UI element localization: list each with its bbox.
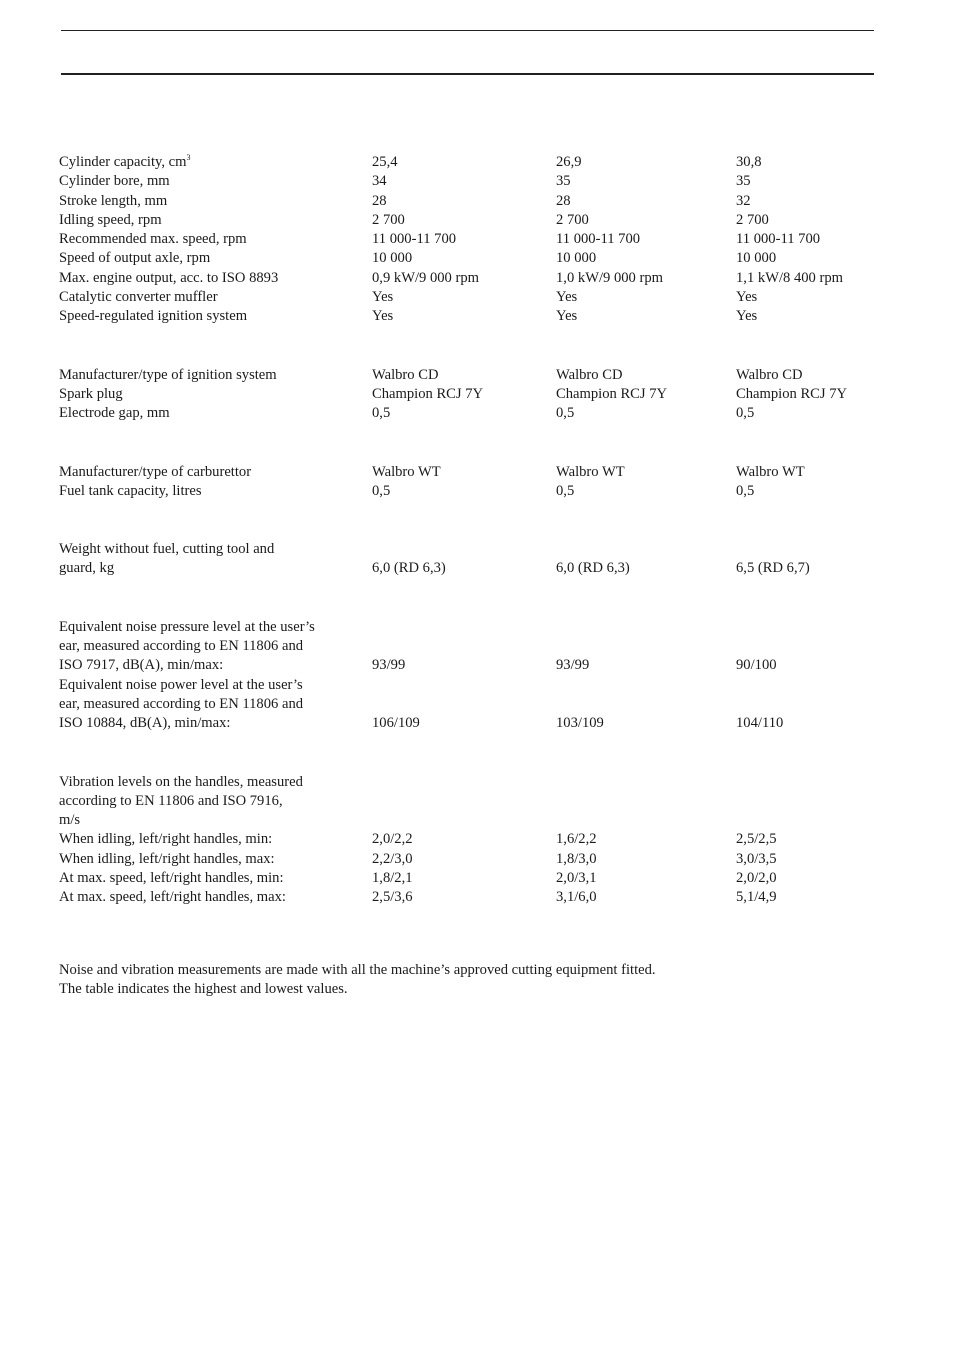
spec-value-model-1: Yes	[372, 289, 394, 306]
spec-value-model-1: 11 000-11 700	[372, 231, 457, 248]
spec-value-model-3: 2,5/2,5	[736, 831, 777, 848]
spec-value-model-2: 1,8/3,0	[556, 850, 597, 867]
spec-value-model-3: 6,5 (RD 6,7)	[736, 560, 810, 577]
spec-section	[59, 366, 919, 424]
spec-row	[59, 676, 919, 734]
spec-label: Cylinder capacity, $cm^3$	[59, 153, 191, 170]
spec-value-model-3: 2,0/2,0	[736, 870, 777, 887]
spec-value-model-1: 93/99	[372, 657, 406, 674]
spec-row	[59, 230, 919, 249]
spec-row	[59, 366, 919, 385]
spec-value-model-3: 30,8	[736, 154, 762, 170]
spec-value-model-2: 2 700	[556, 211, 589, 228]
spec-value-model-1: 2 700	[372, 211, 405, 228]
spec-row	[59, 482, 919, 501]
spec-value-model-2: 93/99	[556, 657, 590, 674]
spec-value-model-2: Walbro WT	[556, 463, 625, 480]
spec-row	[59, 192, 919, 211]
spec-value-model-3: Yes	[736, 308, 758, 325]
spec-label: Fuel tank capacity, litres	[59, 482, 202, 499]
spec-label: Spark plug	[59, 385, 123, 402]
spec-value-model-1: 2,0/2,2	[372, 831, 413, 848]
spec-value-model-1: 2,2/3,0	[372, 850, 413, 867]
spec-value-model-1: 1,8/2,1	[372, 870, 413, 887]
spec-value-model-1: 0,9 kW/9 000 rpm	[372, 269, 480, 286]
spec-row	[59, 618, 919, 676]
spec-value-model-2: 2,0/3,1	[556, 870, 597, 887]
spec-value-model-3: Champion RCJ 7Y	[736, 385, 848, 402]
spec-value-model-1: Walbro WT	[372, 463, 441, 480]
spec-value-model-1: 106/109	[372, 715, 420, 732]
spec-value-model-3: 11 000-11 700	[736, 231, 821, 248]
spec-label: Weight without fuel, cutting tool and guard, kg	[59, 541, 275, 577]
spec-value-model-2: Yes	[556, 308, 578, 325]
spec-value-model-2: 103/109	[556, 715, 604, 732]
spec-value-model-3: 5,1/4,9	[736, 889, 777, 906]
spec-value-model-3: 2 700	[736, 211, 769, 228]
spec-row	[59, 540, 919, 579]
spec-label: Speed-regulated ignition system	[59, 308, 248, 325]
spec-value-model-1: Yes	[372, 308, 394, 325]
spec-label: Stroke length, mm	[59, 192, 168, 209]
spec-section	[59, 463, 919, 502]
spec-value-model-1: 2,5/3,6	[372, 889, 413, 906]
spec-value-model-3: 90/100	[736, 657, 777, 674]
spec-value-model-2: 6,0 (RD 6,3)	[556, 560, 630, 577]
spec-section	[59, 540, 919, 579]
spec-value-model-1: 6,0 (RD 6,3)	[372, 560, 446, 577]
spec-value-model-3: Walbro WT	[736, 463, 805, 480]
spec-value-model-2: 0,5	[556, 482, 575, 499]
spec-value-model-1: 10 000	[372, 250, 413, 267]
spec-value-model-1: 0,5	[372, 482, 391, 499]
spec-label: At max. speed, left/right handles, max:	[59, 889, 286, 906]
spec-label: Electrode gap, mm	[59, 405, 170, 422]
spec-row	[59, 385, 919, 404]
spec-value-model-1: 34	[372, 173, 387, 190]
spec-label: Equivalent noise power level at the user’s ear, measured according to EN 11806 and ISO 10884, dB(A), min/max:	[59, 676, 304, 732]
spec-label: Catalytic converter muffler	[59, 289, 218, 306]
spec-row	[59, 888, 919, 907]
spec-value-model-2: 1,6/2,2	[556, 831, 597, 848]
spec-label: Idling speed, rpm	[59, 211, 162, 228]
spec-row	[59, 307, 919, 326]
spec-value-model-2: Champion RCJ 7Y	[556, 385, 668, 402]
spec-label: Equivalent noise pressure level at the user’s ear, measured according to EN 11806 and ISO 7917, dB(A), min/max:	[59, 618, 315, 674]
spec-value-model-3: 1,1 kW/8 400 rpm	[736, 269, 844, 286]
spec-value-model-3: 104/110	[736, 715, 784, 732]
spec-label: Manufacturer/type of carburettor	[59, 463, 252, 480]
spec-row	[59, 288, 919, 307]
header-rule-top	[61, 30, 874, 31]
spec-value-model-2: 1,0 kW/9 000 rpm	[556, 269, 664, 286]
spec-row	[59, 850, 919, 869]
spec-value-model-3: 32	[736, 192, 751, 209]
spec-row	[59, 269, 919, 288]
spec-label: When idling, left/right handles, min:	[59, 831, 273, 848]
spec-row	[59, 869, 919, 888]
spec-section	[59, 153, 919, 327]
spec-value-model-1: Champion RCJ 7Y	[372, 385, 484, 402]
spec-label: Speed of output axle, rpm	[59, 250, 211, 267]
spec-value-model-2: 11 000-11 700	[556, 231, 641, 248]
spec-value-model-1: 25,4	[372, 154, 398, 170]
spec-value-model-2: 0,5	[556, 405, 575, 422]
spec-value-model-3: 35	[736, 173, 751, 190]
spec-value-model-1: 28	[372, 192, 387, 209]
spec-row	[59, 172, 919, 191]
spec-value-model-1: 0,5	[372, 405, 391, 422]
spec-section	[59, 773, 919, 908]
spec-label: Manufacturer/type of ignition system	[59, 366, 277, 383]
spec-row	[59, 463, 919, 482]
spec-value-model-2: Yes	[556, 289, 578, 306]
header-rule-bottom	[61, 73, 874, 75]
measurement-note: Noise and vibration measurements are made with all the machine’s approved cutting equipment fitted. The table indicates the highest and lowest values.	[59, 962, 656, 998]
spec-value-model-3: 10 000	[736, 250, 777, 267]
spec-value-model-3: Walbro CD	[736, 366, 803, 383]
spec-value-model-3: 0,5	[736, 482, 755, 499]
spec-label: Max. engine output, acc. to ISO 8893	[59, 269, 279, 286]
spec-value-model-2: 28	[556, 192, 571, 209]
spec-table	[59, 153, 919, 947]
spec-value-model-2: Walbro CD	[556, 366, 623, 383]
spec-value-model-2: 10 000	[556, 250, 597, 267]
spec-label: Cylinder bore, mm	[59, 173, 170, 190]
spec-label: At max. speed, left/right handles, min:	[59, 870, 284, 887]
spec-row	[59, 211, 919, 230]
spec-label: Vibration levels on the handles, measured according to EN 11806 and ISO 7916, m/s	[59, 773, 303, 829]
spec-label: Recommended max. speed, rpm	[59, 231, 247, 248]
spec-value-model-2: 35	[556, 173, 571, 190]
spec-value-model-3: Yes	[736, 289, 758, 306]
spec-value-model-2: 3,1/6,0	[556, 889, 597, 906]
spec-row	[59, 830, 919, 849]
spec-section	[59, 618, 919, 734]
spec-value-model-3: 0,5	[736, 405, 755, 422]
spec-value-model-1: Walbro CD	[372, 366, 439, 383]
spec-row	[59, 249, 919, 268]
spec-row	[59, 404, 919, 423]
spec-label: When idling, left/right handles, max:	[59, 850, 275, 867]
spec-value-model-2: 26,9	[556, 154, 582, 170]
spec-row	[59, 773, 919, 831]
spec-row	[59, 153, 919, 172]
spec-value-model-3: 3,0/3,5	[736, 850, 777, 867]
superscript: 3	[186, 153, 191, 163]
